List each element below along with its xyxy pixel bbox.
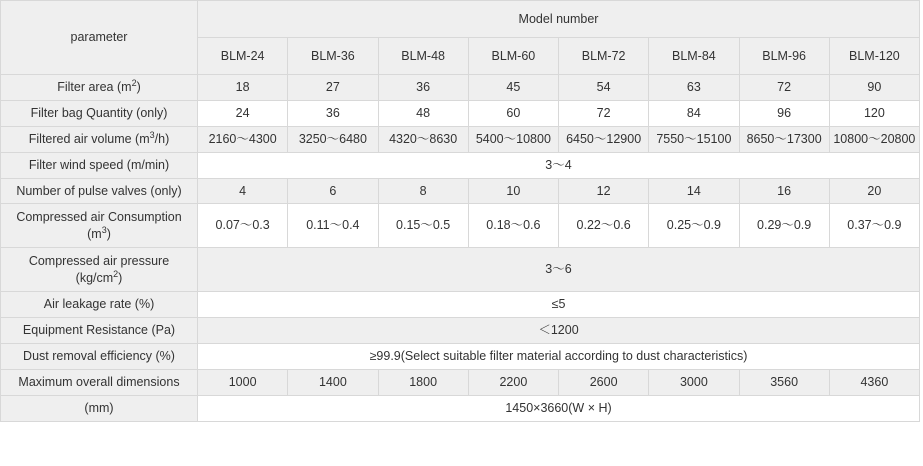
table-header-row-model bbox=[1, 1, 920, 38]
table-row bbox=[1, 292, 920, 318]
cell-value: 2200 bbox=[468, 370, 558, 396]
header-model-4: BLM-72 bbox=[559, 38, 649, 75]
cell-value-span: ＜1200 bbox=[198, 318, 920, 344]
header-model-5: BLM-84 bbox=[649, 38, 739, 75]
cell-value: 48 bbox=[378, 100, 468, 126]
cell-value: 1000 bbox=[198, 370, 288, 396]
cell-value: 84 bbox=[649, 100, 739, 126]
table-row bbox=[1, 318, 920, 344]
table-row bbox=[1, 178, 920, 204]
row-label-text: Compressed air pressure bbox=[28, 254, 170, 268]
cell-value: 63 bbox=[649, 75, 739, 101]
row-label-compressed-air-consumption bbox=[1, 204, 198, 248]
header-model-0: BLM-24 bbox=[198, 38, 288, 75]
cell-value: 90 bbox=[829, 75, 919, 101]
row-label-superscript: 3 bbox=[101, 224, 107, 235]
row-label-maximum-overall-dimensions-unit: (mm) bbox=[1, 395, 198, 421]
row-label-maximum-overall-dimensions: Maximum overall dimensions bbox=[1, 370, 198, 396]
cell-value: 8650～17300 bbox=[739, 126, 829, 152]
row-label-line2: (m bbox=[87, 226, 102, 241]
table-row bbox=[1, 344, 920, 370]
header-model-1: BLM-36 bbox=[288, 38, 378, 75]
cell-value: 12 bbox=[559, 178, 649, 204]
table-row bbox=[1, 152, 920, 178]
header-model-3: BLM-60 bbox=[468, 38, 558, 75]
row-label-pulse-valves: Number of pulse valves (only) bbox=[1, 178, 198, 204]
row-label-line2: (kg/cm bbox=[75, 270, 114, 285]
cell-value: 3560 bbox=[739, 370, 829, 396]
cell-value: 0.22～0.6 bbox=[559, 204, 649, 248]
cell-value: 2600 bbox=[559, 370, 649, 396]
row-label-air-leakage-rate: Air leakage rate (%) bbox=[1, 292, 198, 318]
cell-value: 10 bbox=[468, 178, 558, 204]
cell-value: 3000 bbox=[649, 370, 739, 396]
row-label-filtered-air-volume bbox=[1, 126, 198, 152]
cell-value: 0.37～0.9 bbox=[829, 204, 919, 248]
cell-value: 14 bbox=[649, 178, 739, 204]
cell-value: 5400～10800 bbox=[468, 126, 558, 152]
row-label-filter-bag-quantity: Filter bag Quantity (only) bbox=[1, 100, 198, 126]
header-model-6: BLM-96 bbox=[739, 38, 829, 75]
cell-value: 4 bbox=[198, 178, 288, 204]
cell-value: 0.11～0.4 bbox=[288, 204, 378, 248]
row-label-text: Filtered air volume (m bbox=[28, 131, 150, 146]
cell-value: 1800 bbox=[378, 370, 468, 396]
cell-value: 0.15～0.5 bbox=[378, 204, 468, 248]
row-label-dust-removal-efficiency: Dust removal efficiency (%) bbox=[1, 344, 198, 370]
cell-value: 60 bbox=[468, 100, 558, 126]
cell-value: 36 bbox=[288, 100, 378, 126]
row-label-filter-wind-speed: Filter wind speed (m/min) bbox=[1, 152, 198, 178]
cell-value: 96 bbox=[739, 100, 829, 126]
row-label-suffix: ) bbox=[106, 226, 111, 241]
table-row bbox=[1, 370, 920, 396]
cell-value: 7550～15100 bbox=[649, 126, 739, 152]
row-label-compressed-air-pressure bbox=[1, 248, 198, 292]
cell-value: 2160～4300 bbox=[198, 126, 288, 152]
cell-value: 3250～6480 bbox=[288, 126, 378, 152]
table-row bbox=[1, 248, 920, 292]
table-row bbox=[1, 204, 920, 248]
cell-value-span: 3～4 bbox=[198, 152, 920, 178]
row-label-suffix: ) bbox=[136, 80, 141, 94]
cell-value: 8 bbox=[378, 178, 468, 204]
cell-value: 0.29～0.9 bbox=[739, 204, 829, 248]
cell-value: 54 bbox=[559, 75, 649, 101]
cell-value: 4360 bbox=[829, 370, 919, 396]
table-row bbox=[1, 126, 920, 152]
cell-value: 0.18～0.6 bbox=[468, 204, 558, 248]
cell-value: 6 bbox=[288, 178, 378, 204]
cell-value-span: ≥99.9(Select suitable filter material according to dust characteristics) bbox=[198, 344, 920, 370]
cell-value: 16 bbox=[739, 178, 829, 204]
cell-value: 0.07～0.3 bbox=[198, 204, 288, 248]
cell-value: 20 bbox=[829, 178, 919, 204]
row-label-superscript: 3 bbox=[149, 129, 155, 140]
table-row bbox=[1, 395, 920, 421]
cell-value-span: ≤5 bbox=[198, 292, 920, 318]
cell-value: 72 bbox=[739, 75, 829, 101]
cell-value-span: 3～6 bbox=[198, 248, 920, 292]
cell-value-span: 1450×3660(W × H) bbox=[198, 395, 920, 421]
row-label-equipment-resistance: Equipment Resistance (Pa) bbox=[1, 318, 198, 344]
cell-value: 4320～8630 bbox=[378, 126, 468, 152]
cell-value: 27 bbox=[288, 75, 378, 101]
row-label-text: Filter area (m bbox=[57, 80, 132, 94]
cell-value: 10800～20800 bbox=[829, 126, 919, 152]
cell-value: 24 bbox=[198, 100, 288, 126]
row-label-filter-area bbox=[1, 75, 198, 101]
header-model-number: Model number bbox=[198, 1, 920, 38]
cell-value: 6450～12900 bbox=[559, 126, 649, 152]
row-label-suffix: ) bbox=[118, 270, 123, 285]
row-label-superscript: 2 bbox=[113, 268, 119, 279]
cell-value: 120 bbox=[829, 100, 919, 126]
row-label-superscript: 2 bbox=[131, 77, 137, 88]
cell-value: 72 bbox=[559, 100, 649, 126]
table-row bbox=[1, 100, 920, 126]
cell-value: 1400 bbox=[288, 370, 378, 396]
table-row bbox=[1, 75, 920, 101]
header-parameter: parameter bbox=[1, 1, 198, 75]
row-label-text: Compressed air Consumption bbox=[16, 210, 182, 224]
cell-value: 0.25～0.9 bbox=[649, 204, 739, 248]
header-model-2: BLM-48 bbox=[378, 38, 468, 75]
header-model-7: BLM-120 bbox=[829, 38, 919, 75]
cell-value: 36 bbox=[378, 75, 468, 101]
row-label-suffix: /h) bbox=[154, 131, 170, 146]
cell-value: 18 bbox=[198, 75, 288, 101]
cell-value: 45 bbox=[468, 75, 558, 101]
